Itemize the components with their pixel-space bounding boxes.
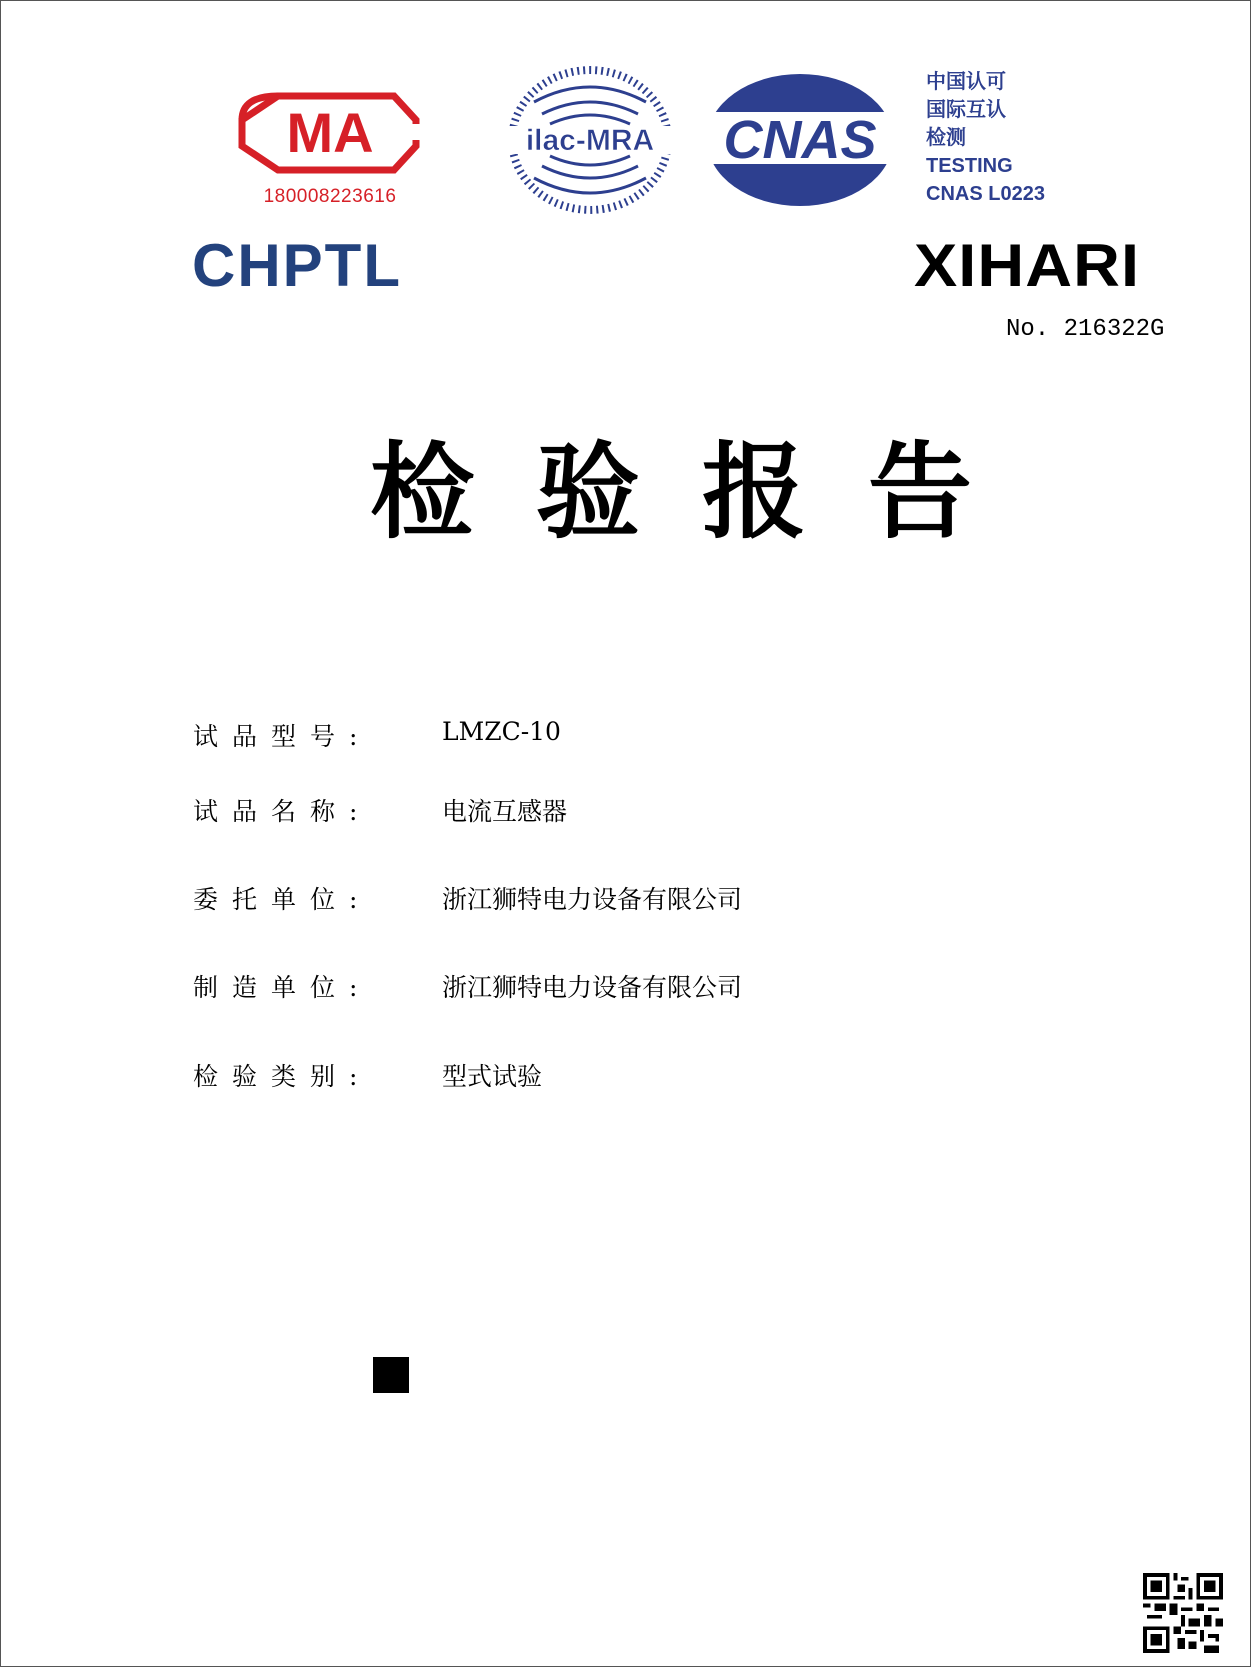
chptl-logo: CHPTL xyxy=(192,232,402,299)
field-label-name: 试品名称: xyxy=(193,797,372,826)
field-label-model: 试品型号: xyxy=(193,722,372,751)
cnas-line: 国际互认 xyxy=(926,99,1006,121)
field-label-test-type: 检验类别: xyxy=(193,1062,372,1091)
cnas-accreditation-text xyxy=(926,68,1106,208)
report-title: 检验报告 xyxy=(370,431,1035,553)
field-value-client: 浙江狮特电力设备有限公司 xyxy=(442,885,743,914)
field-label-manufacturer: 制造单位: xyxy=(193,973,372,1002)
field-value-manufacturer: 浙江狮特电力设备有限公司 xyxy=(442,973,743,1002)
field-value-test-type: 型式试验 xyxy=(442,1062,543,1091)
field-value-name: 电流互感器 xyxy=(442,797,568,826)
cma-letters: MA xyxy=(286,101,374,164)
cnas-line: CNAS L0223 xyxy=(926,183,1045,205)
report-number: No. 216322G xyxy=(1006,316,1165,343)
cnas-line: TESTING xyxy=(926,155,1013,177)
cma-logo xyxy=(238,92,420,174)
ilac-text: ilac-MRA xyxy=(525,124,655,157)
cnas-line: 检测 xyxy=(926,127,966,149)
qr-code-icon xyxy=(1143,1573,1223,1653)
ilac-mra-seal xyxy=(504,62,676,218)
field-value-model: LMZC-10 xyxy=(442,717,561,746)
cma-number: 180008223616 xyxy=(263,186,397,207)
xihari-logo: XIHARI xyxy=(914,232,1141,299)
cnas-line: 中国认可 xyxy=(926,71,1006,93)
cnas-letters: CNAS xyxy=(723,110,877,170)
cnas-logo xyxy=(705,72,895,208)
redaction-block xyxy=(373,1357,409,1393)
field-label-client: 委托单位: xyxy=(193,885,372,914)
